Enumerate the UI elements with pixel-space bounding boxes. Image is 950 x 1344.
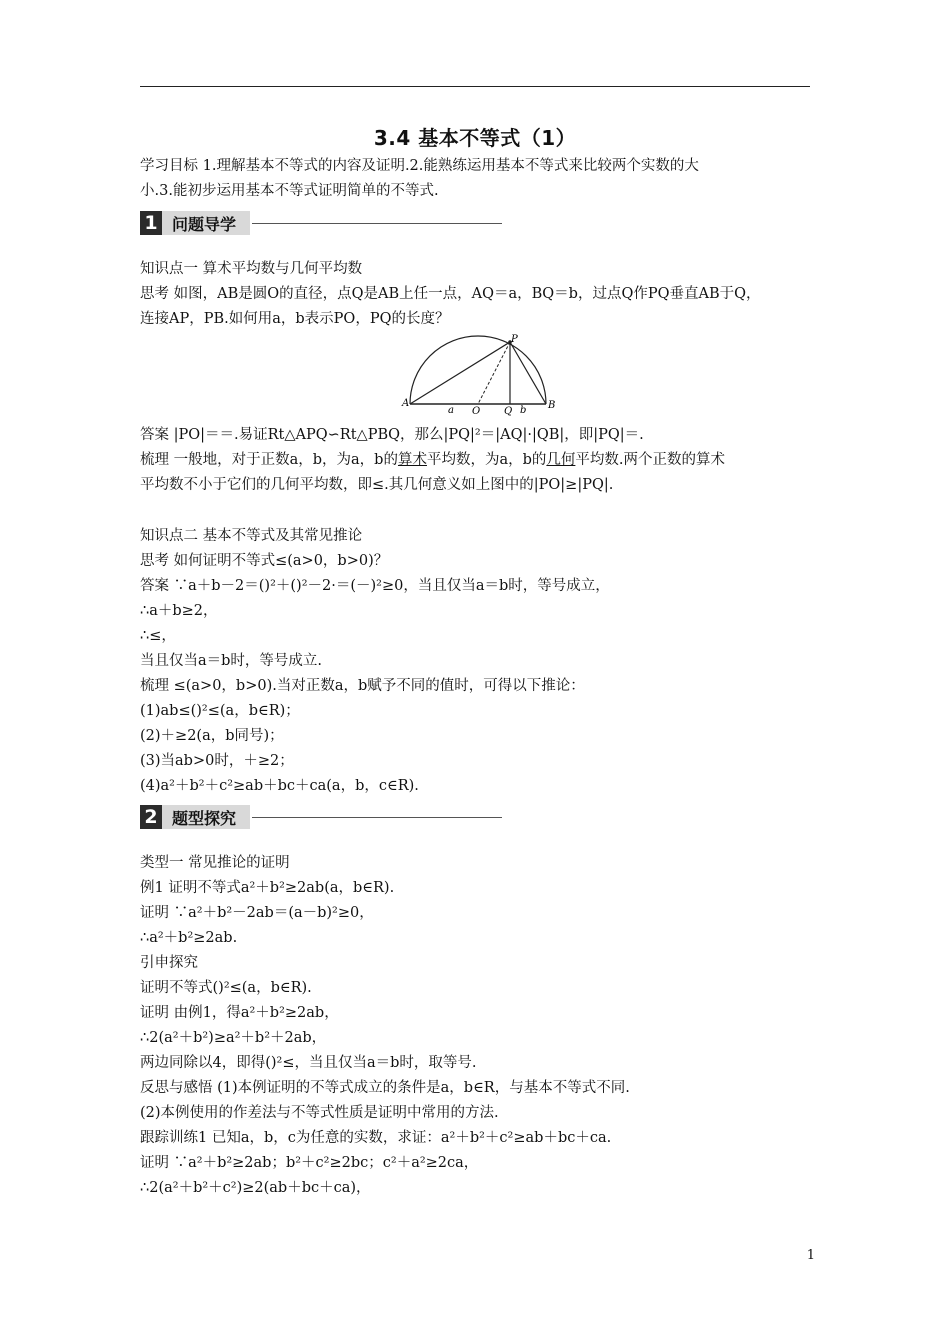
learning-goals-line2: 小.3.能初步运用基本不等式证明简单的不等式. [140, 183, 439, 199]
label-segment-a: a [448, 405, 454, 416]
section-number-badge: 1 [140, 211, 162, 235]
answer-2-step3: 当且仅当a＝b时，等号成立. [140, 653, 323, 669]
label-p: P [511, 334, 518, 345]
answer-1: 答案 |PO|＝＝.易证Rt△APQ∽Rt△PBQ，那么|PQ|²＝|AQ|·|QB|，即|PQ|＝. [140, 427, 644, 443]
label-a: A [402, 398, 410, 409]
practice-1-proof-line1: 证明 ∵a²＋b²≥2ab；b²＋c²≥2bc；c²＋a²≥2ca， [140, 1155, 479, 1171]
summary-1-line1 [140, 448, 820, 472]
example-1: 例1 证明不等式a²＋b²≥2ab(a，b∈R). [140, 880, 395, 896]
extension-proof-line2: ∴2(a²＋b²)≥a²＋b²＋2ab， [140, 1030, 327, 1046]
corollary-1: (1)ab≤()²≤(a，b∈R)； [140, 703, 300, 719]
type-1-heading: 类型一 常见推论的证明 [140, 855, 290, 871]
chord-pb [510, 342, 546, 404]
summary-1-underline-geometric: 几何 [546, 452, 576, 468]
think-1-line1: 思考 如图，AB是圆O的直径，点Q是AB上任一点，AQ＝a，BQ＝b，过点Q作PQ垂直AB于Q， [140, 286, 761, 302]
section-rule [252, 817, 502, 818]
label-o: O [472, 406, 481, 416]
summary-1-part-c: 平均数.两个正数的算术 [575, 452, 726, 468]
header-rule [140, 86, 810, 87]
answer-2-step1: ∴a＋b≥2， [140, 603, 218, 619]
reflection-line1: 反思与感悟 (1)本例证明的不等式成立的条件是a，b∈R，与基本不等式不同. [140, 1080, 630, 1096]
think-2: 思考 如何证明不等式≤(a>0，b>0)？ [140, 553, 389, 569]
page-title: 3.4 基本不等式（1） [373, 126, 577, 150]
think-1-line2: 连接AP，PB.如何用a，b表示PO，PQ的长度？ [140, 311, 450, 327]
summary-1-line2: 平均数不小于它们的几何平均数，即≤.其几何意义如上图中的|PO|≥|PQ|. [140, 477, 614, 493]
learning-goals-line1: 学习目标 1.理解基本不等式的内容及证明.2.能熟练运用基本不等式来比较两个实数的大 [140, 158, 699, 174]
section-label: 问题导学 [162, 211, 250, 235]
answer-2: 答案 ∵a＋b－2＝()²＋()²－2·＝(－)²≥0，当且仅当a＝b时，等号成立， [140, 578, 610, 594]
example-1-proof-line2: ∴a²＋b²≥2ab. [140, 930, 238, 946]
knowledge-point-1-heading: 知识点一 算术平均数与几何平均数 [140, 261, 363, 277]
answer-2-step2: ∴≤， [140, 628, 176, 644]
corollary-2: (2)＋≥2(a，b同号)； [140, 728, 284, 744]
section-number-badge: 2 [140, 805, 162, 829]
extension-proof-line1: 证明 由例1，得a²＋b²≥2ab， [140, 1005, 339, 1021]
section-rule [252, 223, 502, 224]
extension-heading: 引申探究 [140, 955, 198, 971]
extension-statement: 证明不等式()²≤(a，b∈R). [140, 980, 312, 996]
chord-ap [410, 342, 510, 404]
semicircle-figure [398, 334, 558, 416]
label-q: Q [504, 406, 513, 416]
summary-1-part-a: 梳理 一般地，对于正数a，b，为a，b的 [140, 452, 398, 468]
summary-2: 梳理 ≤(a>0，b>0).当对正数a，b赋予不同的值时，可得以下推论： [140, 678, 585, 694]
section-header-2 [140, 804, 502, 830]
summary-1-part-b: 平均数，为a，b的 [426, 452, 547, 468]
knowledge-point-2-heading: 知识点二 基本不等式及其常见推论 [140, 528, 363, 544]
section-label: 题型探究 [162, 805, 250, 829]
corollary-4: (4)a²＋b²＋c²≥ab＋bc＋ca(a，b，c∈R). [140, 778, 419, 794]
example-1-proof-line1: 证明 ∵a²＋b²－2ab＝(a－b)²≥0， [140, 905, 374, 921]
practice-1: 跟踪训练1 已知a，b，c为任意的实数，求证：a²＋b²＋c²≥ab＋bc＋ca. [140, 1130, 612, 1146]
label-b: B [548, 400, 556, 411]
section-header-1 [140, 210, 502, 236]
summary-1-underline-arithmetic: 算术 [397, 452, 427, 468]
extension-proof-line3: 两边同除以4，即得()²≤，当且仅当a＝b时，取等号. [140, 1055, 477, 1071]
practice-1-proof-line2: ∴2(a²＋b²＋c²)≥2(ab＋bc＋ca)， [140, 1180, 371, 1196]
reflection-line2: (2)本例使用的作差法与不等式性质是证明中常用的方法. [140, 1105, 499, 1121]
corollary-3: (3)当ab>0时，＋≥2； [140, 753, 294, 769]
label-segment-b: b [520, 405, 527, 416]
page-number: 1 [806, 1248, 815, 1263]
